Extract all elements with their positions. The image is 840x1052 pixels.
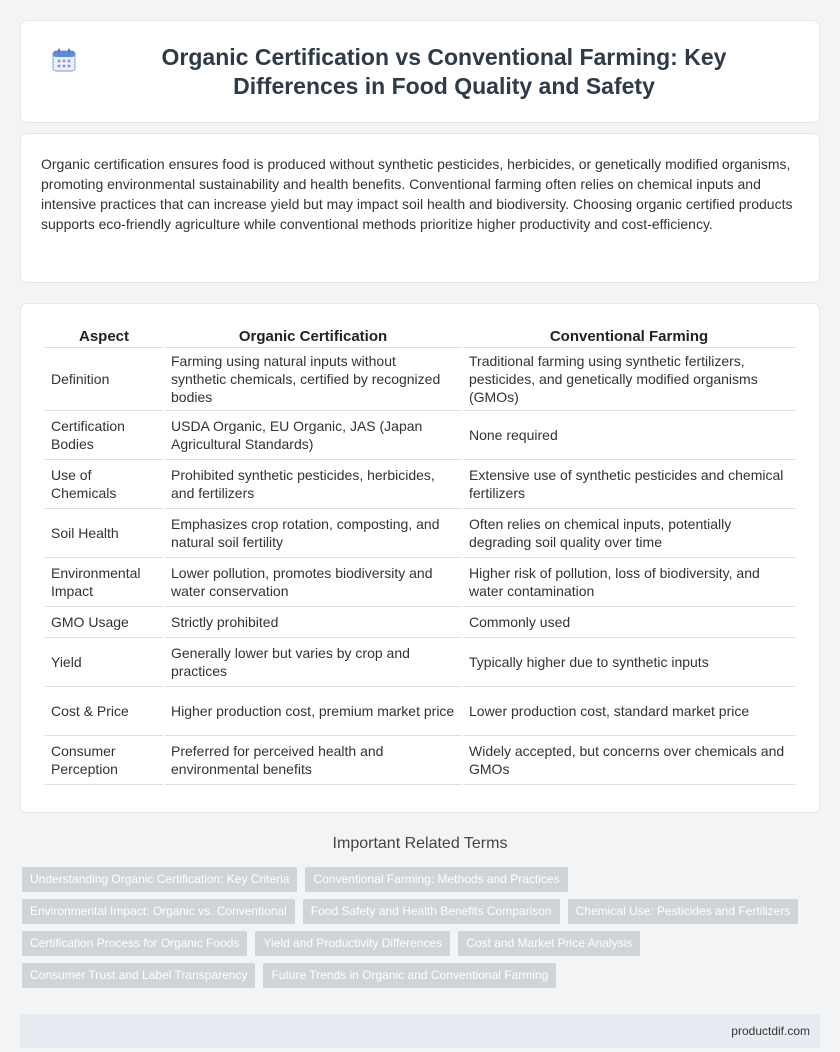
- cell-organic: Farming using natural inputs without synthetic chemicals, certified by recognized bodies: [165, 348, 461, 411]
- related-term-tag[interactable]: Chemical Use: Pesticides and Fertilizers: [568, 899, 799, 924]
- cell-conventional: Often relies on chemical inputs, potentially degrading soil quality over time: [463, 509, 795, 558]
- related-terms-tags: [22, 867, 818, 995]
- cell-aspect: Environmental Impact: [45, 558, 163, 607]
- related-term-tag[interactable]: Food Safety and Health Benefits Comparison: [303, 899, 560, 924]
- table-header-row: [45, 324, 795, 348]
- table-row: [45, 348, 795, 411]
- related-term-tag[interactable]: Certification Process for Organic Foods: [22, 931, 247, 956]
- header-organic: Organic Certification: [165, 324, 461, 348]
- cell-aspect: Yield: [45, 638, 163, 687]
- table-row: [45, 460, 795, 509]
- header-aspect: Aspect: [45, 324, 163, 348]
- table-row: [45, 638, 795, 687]
- cell-organic: Lower pollution, promotes biodiversity and water conservation: [165, 558, 461, 607]
- cell-conventional: Extensive use of synthetic pesticides and chemical fertilizers: [463, 460, 795, 509]
- table-row: [45, 736, 795, 785]
- cell-organic: Higher production cost, premium market price: [165, 687, 461, 736]
- cell-conventional: Lower production cost, standard market price: [463, 687, 795, 736]
- cell-conventional: Higher risk of pollution, loss of biodiversity, and water contamination: [463, 558, 795, 607]
- cell-aspect: Definition: [45, 348, 163, 411]
- cell-aspect: Use of Chemicals: [45, 460, 163, 509]
- page-title: Organic Certification vs Conventional Farming: Key Differences in Food Quality and Safety: [161, 43, 727, 99]
- related-terms-title: Important Related Terms: [332, 835, 508, 852]
- cell-organic: USDA Organic, EU Organic, JAS (Japan Agricultural Standards): [165, 411, 461, 460]
- title-card: [20, 20, 820, 123]
- cell-organic: Generally lower but varies by crop and practices: [165, 638, 461, 687]
- table-row: [45, 509, 795, 558]
- cell-conventional: Widely accepted, but concerns over chemicals and GMOs: [463, 736, 795, 785]
- cell-aspect: Consumer Perception: [45, 736, 163, 785]
- intro-card: [20, 133, 820, 283]
- cell-aspect: Soil Health: [45, 509, 163, 558]
- related-term-tag[interactable]: Yield and Productivity Differences: [255, 931, 450, 956]
- related-term-tag[interactable]: Understanding Organic Certification: Key Criteria: [22, 867, 297, 892]
- cell-conventional: Traditional farming using synthetic fertilizers, pesticides, and genetically modified organisms (GMOs): [463, 348, 795, 411]
- cell-aspect: GMO Usage: [45, 607, 163, 638]
- comparison-table: [43, 324, 797, 785]
- footer-site-link[interactable]: productdif.com: [731, 1024, 810, 1038]
- intro-paragraph: Organic certification ensures food is produced without synthetic pesticides, herbicides, or genetically modified organisms, promoting environmental sustainability and health benefits. Conventional farming often relies on chemical inputs and intensive practices that can increase yield but may impact soil health and biodiversity. Choosing organic certified products supports eco-friendly agriculture while conventional methods prioritize higher productivity and cost-efficiency.: [41, 156, 793, 232]
- calendar-icon: [51, 47, 77, 73]
- cell-conventional: Commonly used: [463, 607, 795, 638]
- table-row: [45, 687, 795, 736]
- cell-conventional: Typically higher due to synthetic inputs: [463, 638, 795, 687]
- comparison-table-card: [20, 303, 820, 813]
- table-row: [45, 558, 795, 607]
- header-conventional: Conventional Farming: [463, 324, 795, 348]
- cell-aspect: Certification Bodies: [45, 411, 163, 460]
- cell-organic: Emphasizes crop rotation, composting, and natural soil fertility: [165, 509, 461, 558]
- footer: [20, 1014, 820, 1048]
- cell-organic: Strictly prohibited: [165, 607, 461, 638]
- table-row: [45, 411, 795, 460]
- cell-aspect: Cost & Price: [45, 687, 163, 736]
- related-term-tag[interactable]: Future Trends in Organic and Conventional Farming: [263, 963, 556, 988]
- cell-organic: Prohibited synthetic pesticides, herbicides, and fertilizers: [165, 460, 461, 509]
- cell-conventional: None required: [463, 411, 795, 460]
- cell-organic: Preferred for perceived health and environmental benefits: [165, 736, 461, 785]
- table-row: [45, 607, 795, 638]
- related-term-tag[interactable]: Environmental Impact: Organic vs. Conventional: [22, 899, 295, 924]
- related-term-tag[interactable]: Cost and Market Price Analysis: [458, 931, 640, 956]
- related-term-tag[interactable]: Conventional Farming: Methods and Practices: [305, 867, 567, 892]
- related-term-tag[interactable]: Consumer Trust and Label Transparency: [22, 963, 255, 988]
- title-wrap: [51, 43, 789, 101]
